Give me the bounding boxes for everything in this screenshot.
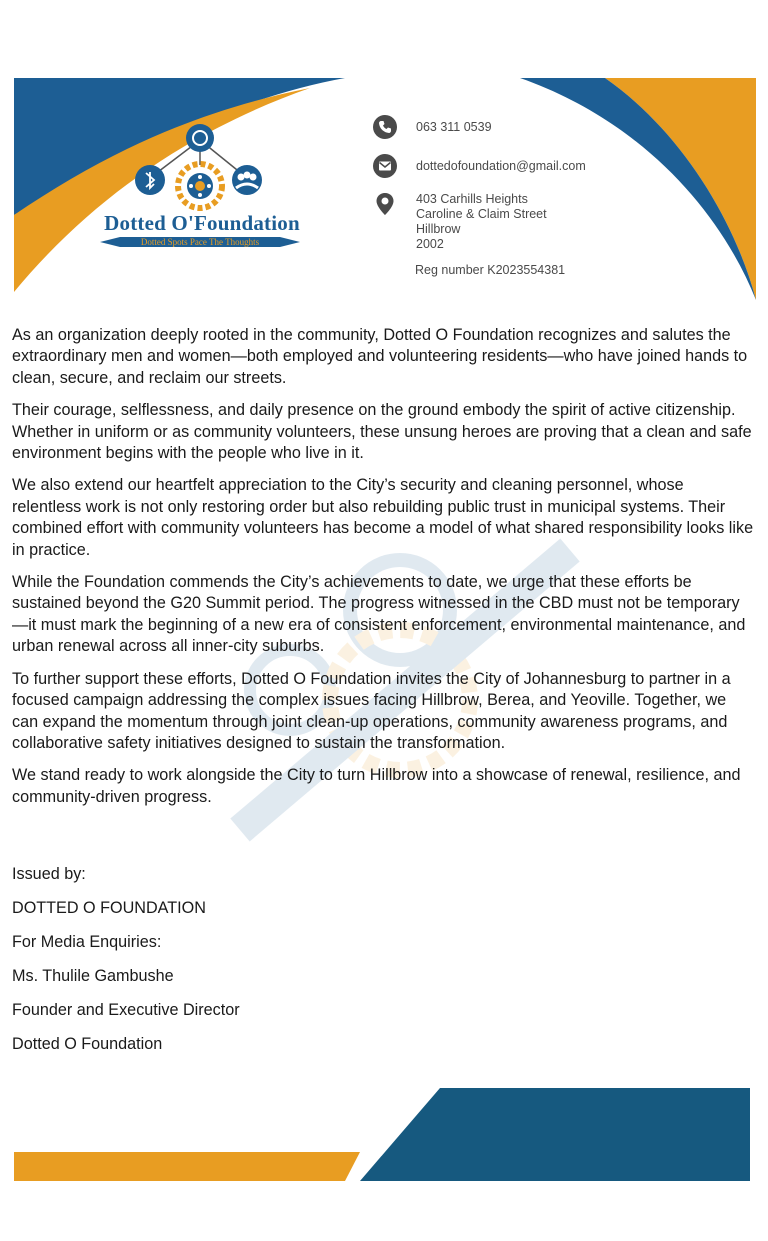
mail-icon — [373, 154, 397, 178]
issued-by-label: Issued by: — [12, 865, 86, 883]
phone-icon — [373, 115, 397, 139]
signature-company: Dotted O Foundation — [12, 1035, 163, 1053]
signature-block — [12, 864, 240, 1068]
letterhead — [0, 0, 768, 310]
footer-bars-decor — [0, 1080, 768, 1190]
body-paragraph-6: We stand ready to work alongside the City to turn Hillbrow into a showcase of renewal, resilience, and community-driven progress. — [12, 766, 741, 806]
body-paragraph-4: While the Foundation commends the City’s achievements to date, we urge that these efforts be sustained beyond the G20 Summit period. The progress witnessed in the CBD must not be temporary—it must mark the beginning of a new era of consistent enforcement, environmental maintenance, and urban renewal across all inner-city suburbs. — [12, 573, 746, 656]
org-name: Dotted O'Foundation — [104, 211, 300, 235]
body-paragraph-3: We also extend our heartfelt appreciation to the City’s security and cleaning personnel, whose relentless work is not only restoring order but also rebuilding public trust in municipal systems. Their combined effort with community volunteers has become a model of what shared responsibility looks like in practice. — [12, 476, 754, 559]
email-address: dottedofoundation@gmail.com — [416, 159, 586, 173]
body-paragraph-2: Their courage, selflessness, and daily presence on the ground embody the spirit of active citizenship. Whether in uniform or as community volunteers, these unsung heroes are proving that a clean and safe environment begins with the people who live in it. — [12, 401, 752, 463]
body-paragraph-5: To further support these efforts, Dotted O Foundation invites the City of Johannesburg to partner in a focused campaign addressing the complex issues facing Hillbrow, Berea, and Yeoville. Together, we can expand the momentum through joint clean-up operations, community awareness programs, and collaborative safety initiatives designed to sustain the transformation. — [12, 669, 731, 752]
contact-person-name: Ms. Thulile Gambushe — [12, 967, 174, 985]
address-line-1: 403 Carhills Heights — [416, 192, 528, 206]
address-block — [416, 192, 547, 252]
location-pin-icon — [373, 192, 397, 216]
address-line-3: Hillbrow — [416, 222, 461, 236]
reg-number: Reg number K2023554381 — [415, 263, 566, 277]
address-line-2: Caroline & Claim Street — [416, 207, 547, 221]
contact-person-title: Founder and Executive Director — [12, 1001, 240, 1019]
phone-number: 063 311 0539 — [416, 120, 492, 134]
body-paragraph-1: As an organization deeply rooted in the community, Dotted O Foundation recognizes and salutes the extraordinary men and women—both employed and volunteering residents—who have joined hands to clean, secure, and reclaim our streets. — [12, 326, 748, 387]
letter-body — [12, 325, 754, 819]
address-line-4: 2002 — [416, 237, 444, 251]
media-enquiries-label: For Media Enquiries: — [12, 933, 162, 951]
tagline: Dotted Spots Pace The Thoughts — [140, 237, 260, 247]
issuing-org: DOTTED O FOUNDATION — [12, 899, 206, 917]
